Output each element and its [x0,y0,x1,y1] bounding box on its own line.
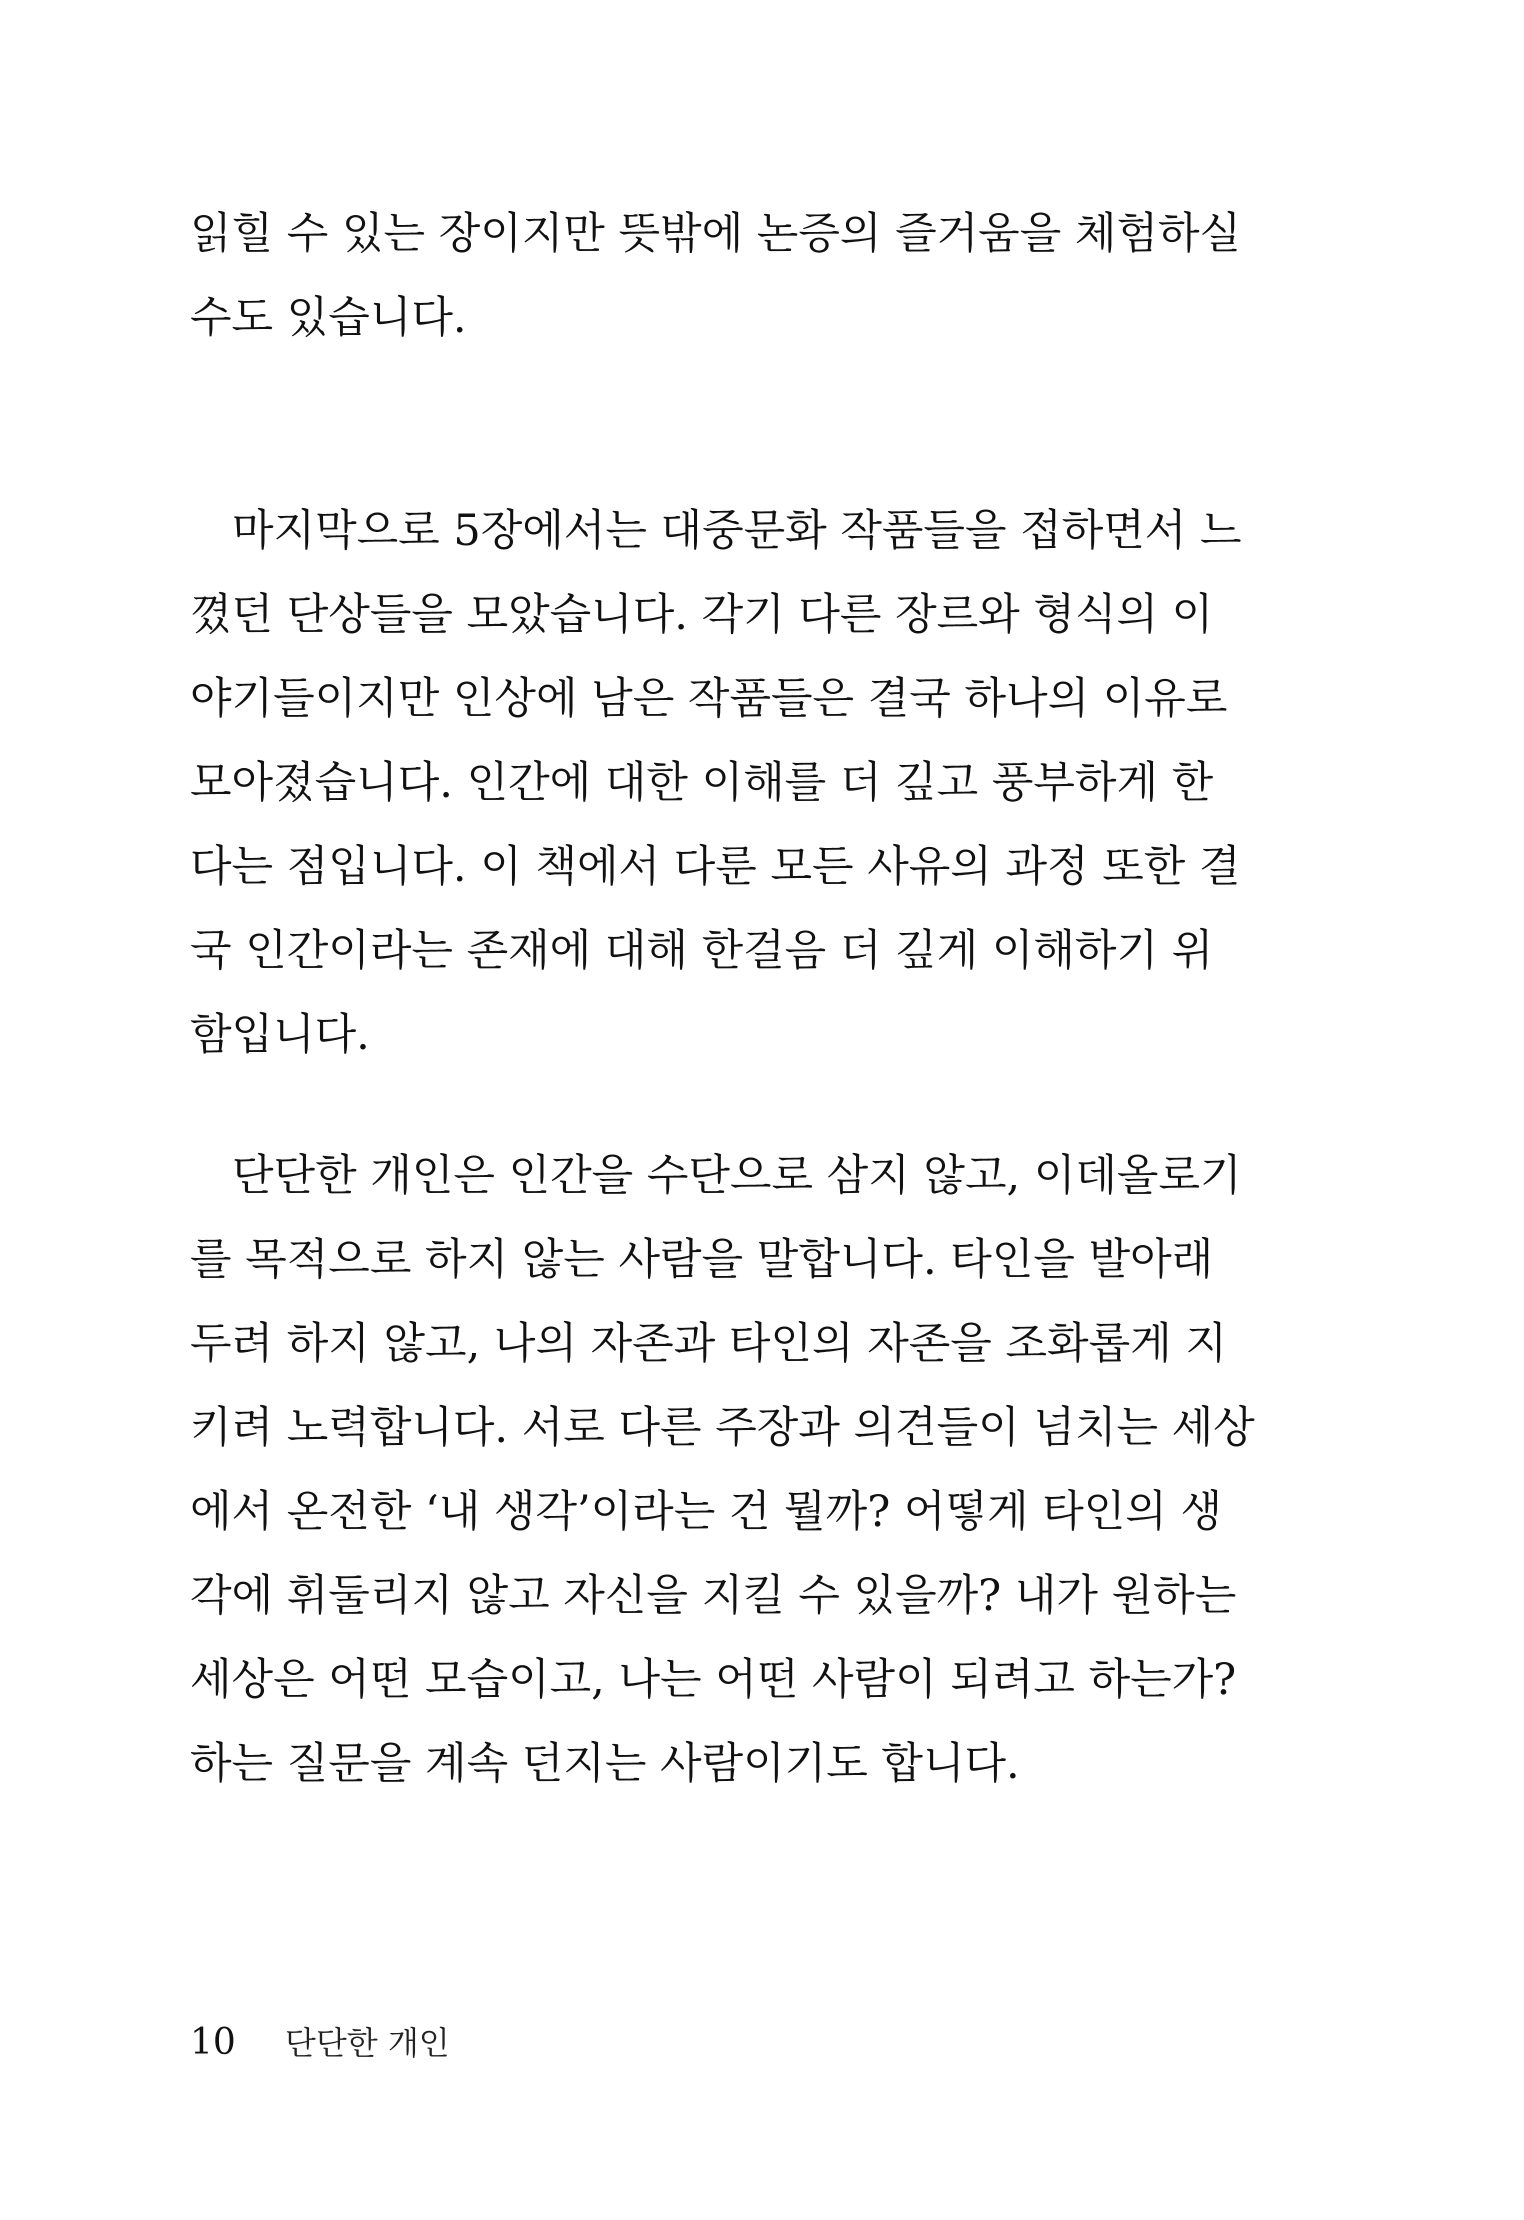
text-line: 마지막으로 5장에서는 대중문화 작품들을 접하면서 느 [232,506,1242,556]
page-footer [190,2018,450,2068]
text-line: 읽힐 수 있는 장이지만 뜻밖에 논증의 즐거움을 체험하실 [190,209,1242,259]
text-line: 국 인간이라는 존재에 대해 한걸음 더 깊게 이해하기 위 [190,926,1214,976]
text-line: 두려 하지 않고, 나의 자존과 타인의 자존을 조화롭게 지 [190,1319,1227,1369]
text-line: 함입니다. [190,1010,370,1060]
text-line: 꼈던 단상들을 모았습니다. 각기 다른 장르와 형식의 이 [190,590,1214,640]
text-line: 다는 점입니다. 이 책에서 다룬 모든 사유의 과정 또한 결 [190,842,1241,892]
text-line: 세상은 어떤 모습이고, 나는 어떤 사람이 되려고 하는가? [190,1655,1237,1705]
page-number: 10 [190,2022,236,2063]
paragraph-3 [190,1134,1255,1806]
text-line: 모아졌습니다. 인간에 대한 이해를 더 깊고 풍부하게 한 [190,758,1214,808]
text-line: 키려 노력합니다. 서로 다른 주장과 의견들이 넘치는 세상 [190,1403,1255,1453]
text-line: 야기들이지만 인상에 남은 작품들은 결국 하나의 이유로 [190,674,1228,724]
text-line: 에서 온전한 ‘내 생각’이라는 건 뭘까? 어떻게 타인의 생 [190,1487,1223,1537]
paragraph-1 [190,192,1242,360]
running-title: 단단한 개인 [284,2024,450,2062]
text-line: 각에 휘둘리지 않고 자신을 지킬 수 있을까? 내가 원하는 [190,1571,1237,1621]
paragraph-2 [190,489,1242,1077]
text-line: 를 목적으로 하지 않는 사람을 말합니다. 타인을 발아래 [190,1235,1214,1285]
text-line: 수도 있습니다. [190,293,467,343]
text-line: 단단한 개인은 인간을 수단으로 삼지 않고, 이데올로기 [232,1151,1242,1201]
text-line: 하는 질문을 계속 던지는 사람이기도 합니다. [190,1739,1020,1789]
